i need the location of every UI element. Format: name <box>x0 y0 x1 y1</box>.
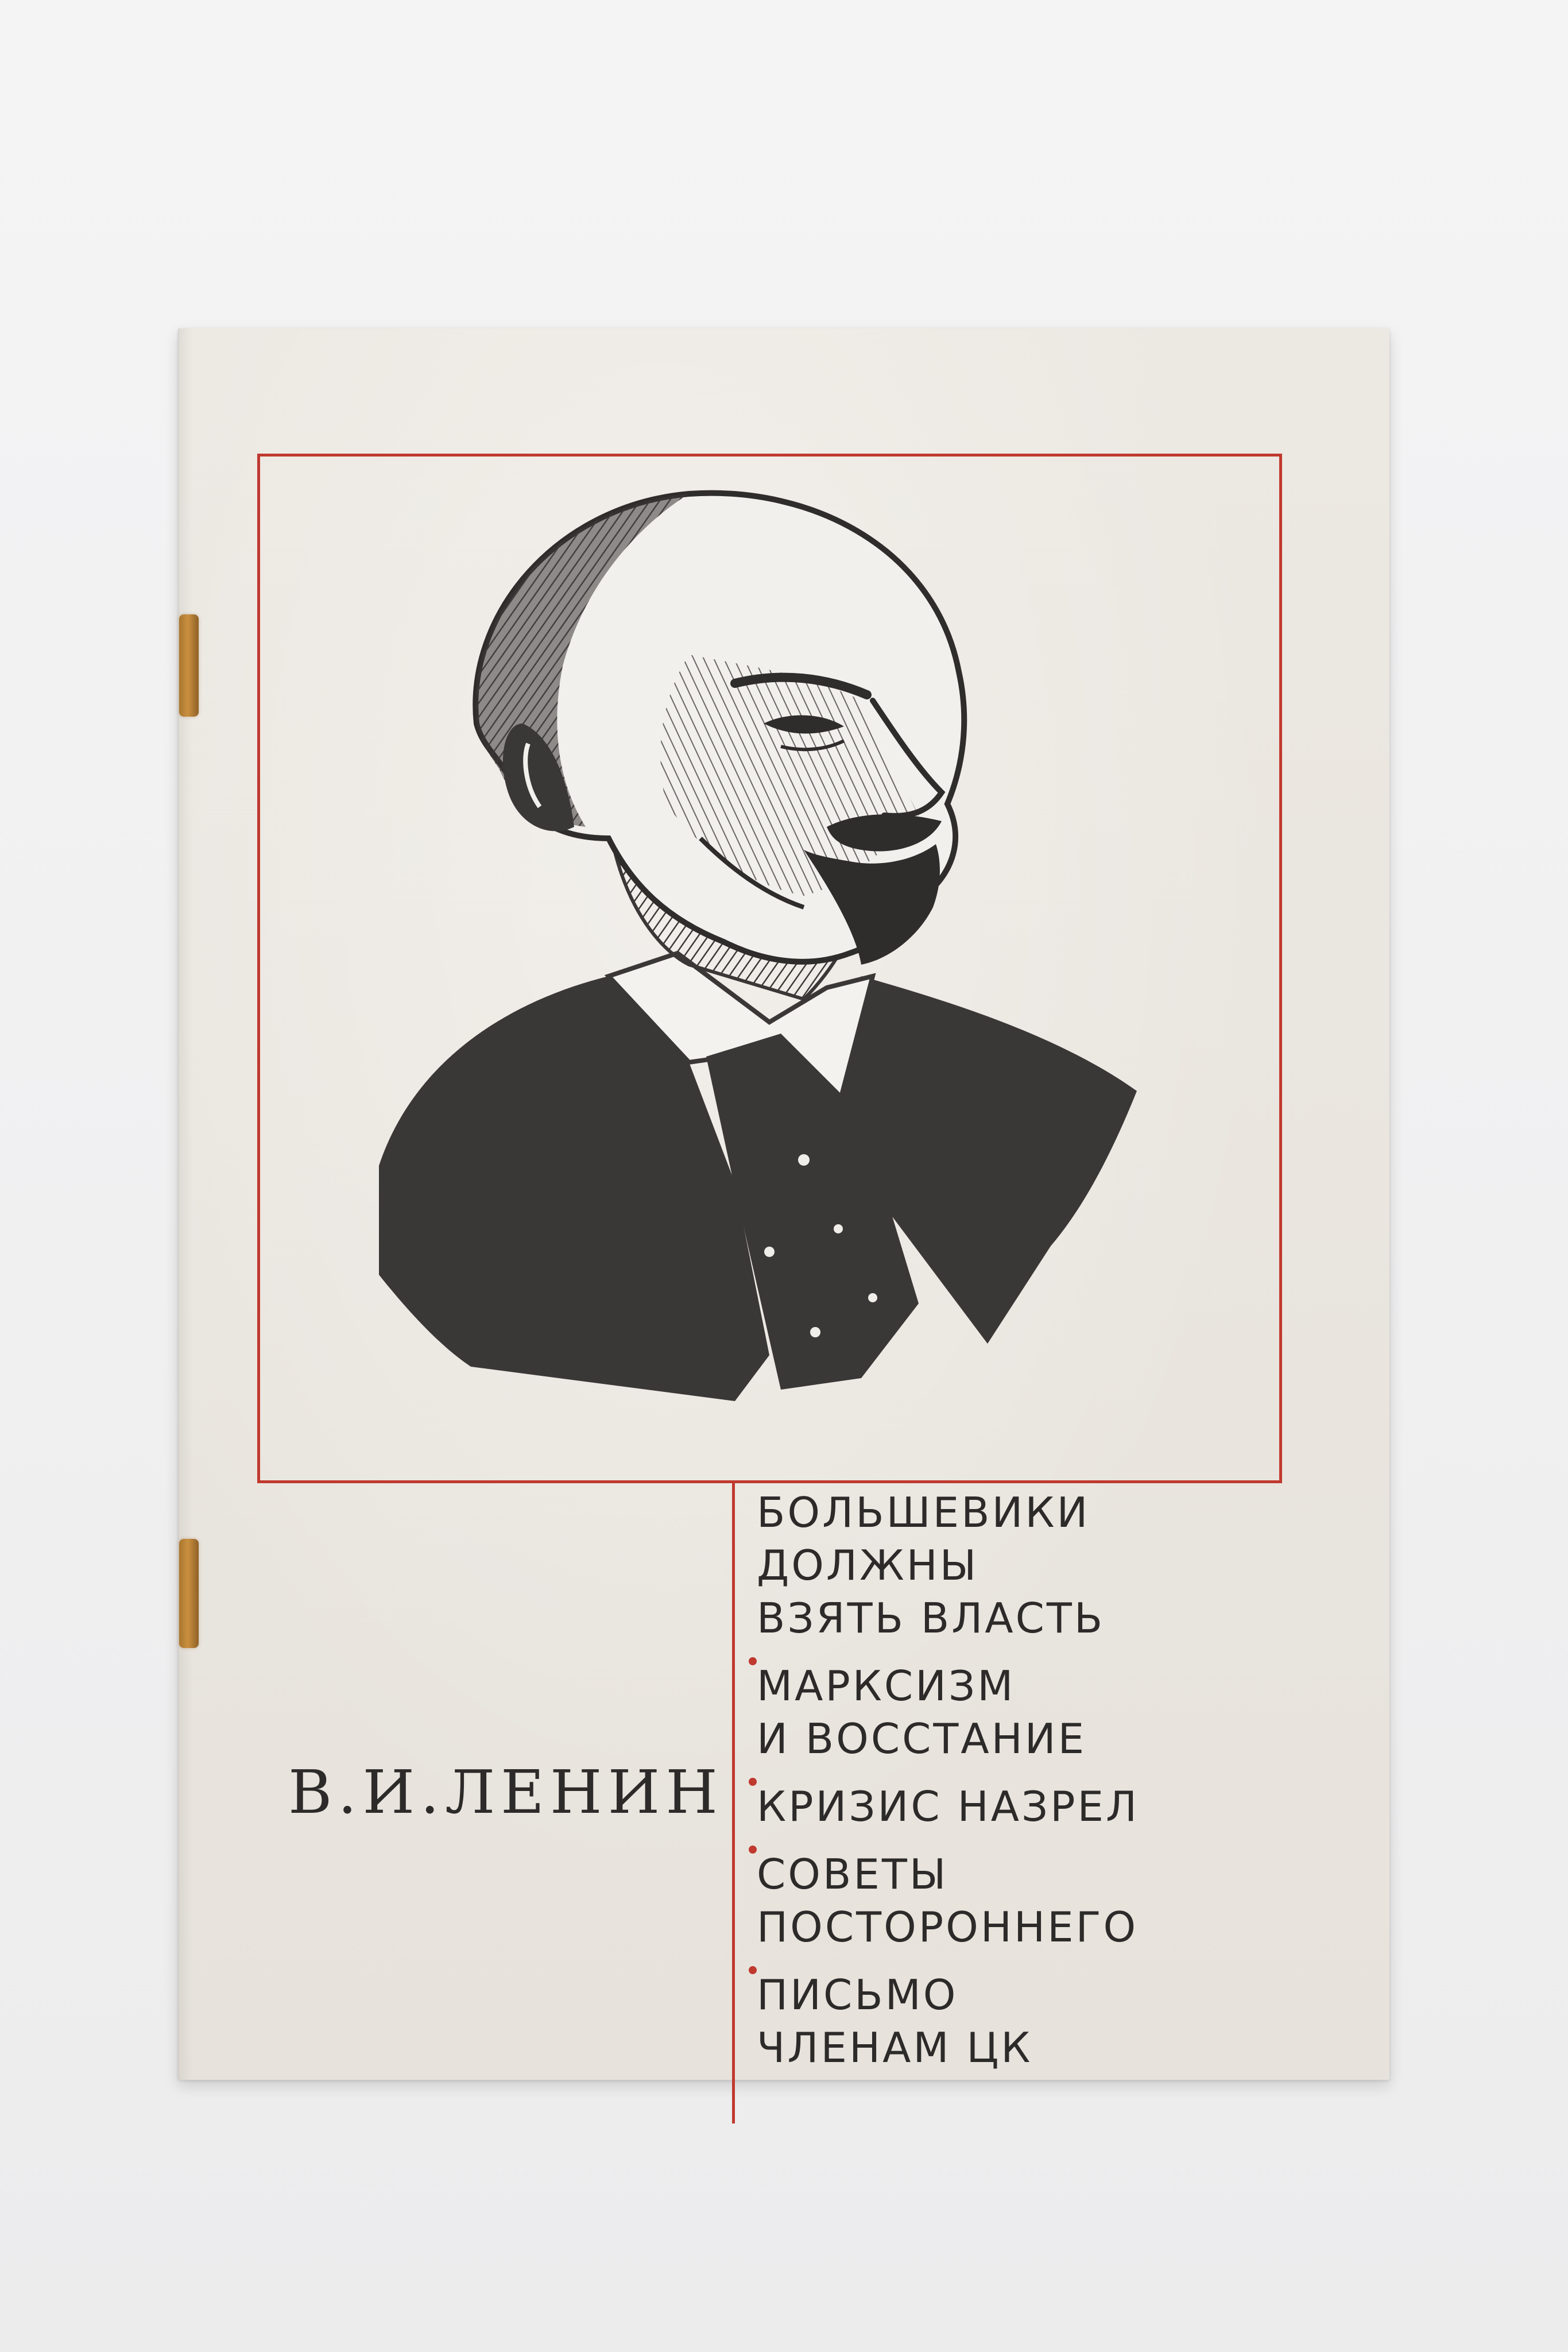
title-item <box>757 1968 1273 2074</box>
title-item <box>757 1780 1273 1833</box>
title-line: ЧЛЕНАМ ЦК <box>757 2024 1033 2072</box>
title-line: ПОСТОРОННЕГО <box>757 1903 1139 1951</box>
staple-icon <box>179 614 199 717</box>
title-line: ПИСЬМО <box>757 1971 958 2019</box>
bullet-icon <box>749 1846 757 1854</box>
title-item <box>757 1659 1273 1765</box>
title-line: ДОЛЖНЫ <box>757 1541 979 1589</box>
title-item <box>757 1848 1273 1953</box>
title-item <box>757 1486 1273 1645</box>
bullet-icon <box>749 1778 757 1786</box>
title-line: И ВОССТАНИЕ <box>757 1715 1087 1763</box>
spine-shade <box>178 328 193 2080</box>
author-name: В.И.ЛЕНИН <box>288 1757 723 1827</box>
bullet-icon <box>749 1657 757 1665</box>
staple-icon <box>179 1539 199 1648</box>
title-line: ВЗЯТЬ ВЛАСТЬ <box>757 1594 1105 1642</box>
bullet-icon <box>749 1966 757 1974</box>
portrait-engraving-icon <box>367 482 1160 1424</box>
title-line: МАРКСИЗМ <box>757 1662 1016 1710</box>
divider-line <box>732 1483 735 2123</box>
title-line: КРИЗИС НАЗРЕЛ <box>757 1782 1140 1831</box>
title-line: СОВЕТЫ <box>757 1850 948 1898</box>
title-list <box>757 1486 1273 2089</box>
title-line: БОЛЬШЕВИКИ <box>757 1488 1090 1537</box>
